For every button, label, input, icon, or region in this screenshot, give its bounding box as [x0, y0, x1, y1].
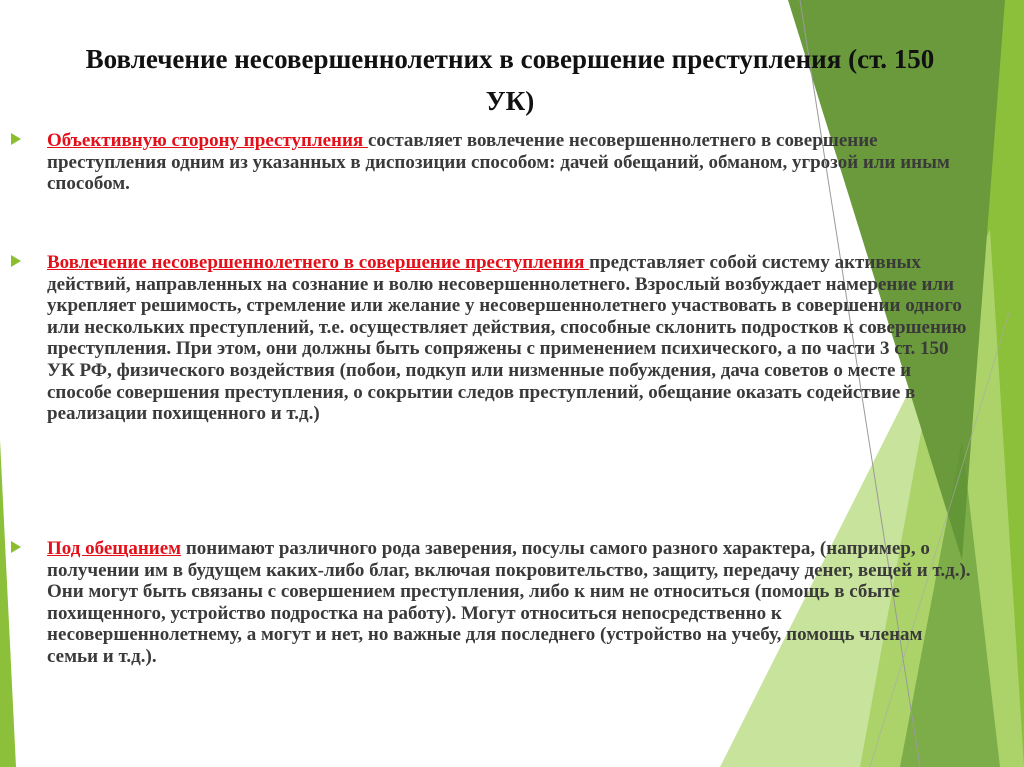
- lime-strip-left: [0, 440, 16, 767]
- paragraph-text: представляет собой систему активных действий, направленных на сознание и волю несовершеннолетнего. Взрослый возбуждает намерение или укрепляет решимость, стремление или желание у несовершеннолетнего участвовать в совершении одного или нескольких преступлений, т.е. осуществляет действия, способные склонить подростков к совершению преступления. При этом, они должны быть сопряжены с применением психического, а по части 3 ст. 150 УК РФ, физического воздействия (побои, подкуп или низменные побуждения, дача советов о месте и способе совершения преступления, о сокрытии следов преступлений, обещание оказать содействие в реализации похищенного и т.д.): [47, 252, 967, 425]
- highlight-text: Объективную сторону преступления: [47, 130, 368, 151]
- paragraph-text: составляет вовлечение несовершеннолетнего в совершение преступления одним из указанных в диспозиции способом: дачей обещаний, обманом, угрозой или иным способом.: [47, 130, 950, 195]
- bullet-paragraph: [47, 252, 977, 425]
- highlight-text: Под обещанием: [47, 538, 182, 559]
- slide-title: Вовлечение несовершеннолетних в совершение преступления (ст. 150 УК): [85, 44, 935, 116]
- arrow-bullet-icon: [11, 255, 21, 267]
- paragraph-text: понимают различного рода заверения, посулы самого разного характера, (например, о получении им в будущем каких-либо благ, включая покровительство, защиту, передачу денег, вещей и т.д.). Они могут быть связаны с совершением преступления, либо к ним не относиться (помощь в сбыте похищенного, устройство подростка на работу). Могут относиться непосредственно к несовершеннолетнему, а могут и нет, но важные для последнего (устройство на учебу, помощь членам семьи и т.д.).: [47, 538, 971, 667]
- highlight-text: Вовлечение несовершеннолетнего в совершение преступления: [47, 252, 590, 273]
- arrow-bullet-icon: [11, 541, 21, 553]
- bullet-paragraph: [47, 130, 977, 195]
- arrow-bullet-icon: [11, 133, 21, 145]
- bullet-paragraph: [47, 538, 977, 668]
